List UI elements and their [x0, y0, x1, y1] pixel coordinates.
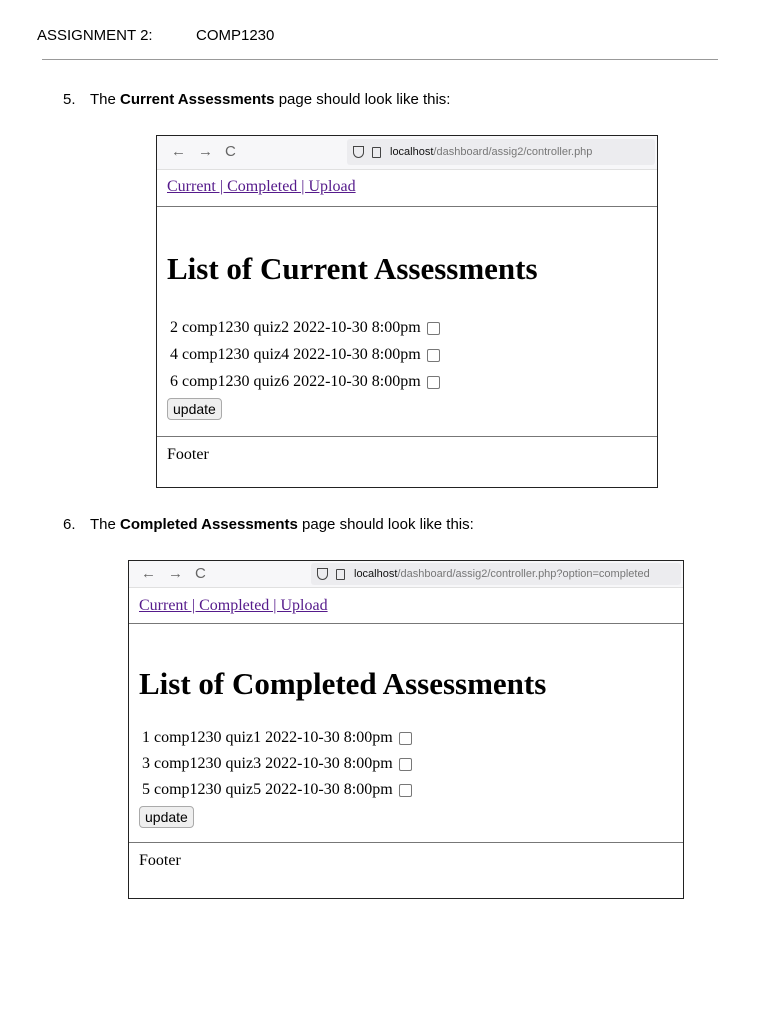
forward-icon[interactable]: →	[198, 143, 213, 160]
item-6-text	[63, 516, 474, 533]
item-bold: Current Assessments	[120, 91, 275, 108]
back-icon[interactable]: ←	[141, 565, 156, 582]
list-item	[157, 341, 657, 368]
browser-screenshot-current	[156, 135, 658, 488]
reload-icon[interactable]: C	[195, 565, 206, 582]
nav-links[interactable]: Current | Completed | Upload	[139, 597, 328, 614]
list-item-text: 1 comp1230 quiz1 2022-10-30 8:00pm	[142, 729, 393, 746]
footer: Footer	[139, 852, 181, 869]
item-5-text	[63, 91, 450, 108]
divider	[129, 623, 683, 624]
list-item-text: 3 comp1230 quiz3 2022-10-30 8:00pm	[142, 755, 393, 772]
nav-buttons	[171, 143, 248, 160]
item-prefix: The	[90, 516, 121, 533]
checkbox[interactable]	[399, 732, 412, 745]
checkbox[interactable]	[427, 322, 440, 335]
checkbox[interactable]	[427, 376, 440, 389]
page-heading: List of Current Assessments	[167, 251, 538, 286]
page-icon	[372, 147, 381, 158]
list-item-text: 2 comp1230 quiz2 2022-10-30 8:00pm	[170, 319, 421, 336]
page-icon	[336, 569, 345, 580]
list-item	[129, 751, 683, 777]
url-bar[interactable]	[347, 139, 655, 165]
nav-links[interactable]: Current | Completed | Upload	[167, 178, 356, 195]
list-item	[157, 368, 657, 395]
url-host: localhost	[390, 146, 434, 158]
item-prefix: The	[90, 91, 121, 108]
list-item	[129, 777, 683, 803]
browser-toolbar	[129, 561, 683, 588]
item-suffix: page should look like this:	[297, 516, 474, 533]
url-path: /dashboard/assig2/controller.php?option=completed	[397, 568, 650, 580]
update-button[interactable]: update	[139, 806, 194, 828]
back-icon[interactable]: ←	[171, 143, 186, 160]
checkbox[interactable]	[399, 758, 412, 771]
item-number: 6.	[63, 516, 76, 533]
item-bold: Completed Assessments	[120, 516, 298, 533]
item-suffix: page should look like this:	[274, 91, 451, 108]
shield-icon	[317, 568, 328, 580]
doc-header-assignment: ASSIGNMENT 2:	[37, 27, 153, 44]
url-host: localhost	[354, 568, 398, 580]
item-number: 5.	[63, 91, 76, 108]
reload-icon[interactable]: C	[225, 143, 236, 160]
list-item-text: 5 comp1230 quiz5 2022-10-30 8:00pm	[142, 781, 393, 798]
update-button[interactable]: update	[167, 398, 222, 420]
browser-screenshot-completed	[128, 560, 684, 899]
list-item-text: 6 comp1230 quiz6 2022-10-30 8:00pm	[170, 373, 421, 390]
url-bar[interactable]	[311, 563, 681, 585]
list-item	[129, 725, 683, 751]
checkbox[interactable]	[427, 349, 440, 362]
list-item	[157, 314, 657, 341]
shield-icon	[353, 146, 364, 158]
checkbox[interactable]	[399, 784, 412, 797]
footer: Footer	[167, 446, 209, 463]
nav-buttons	[141, 565, 218, 582]
doc-header-course: COMP1230	[196, 27, 275, 44]
forward-icon[interactable]: →	[168, 565, 183, 582]
browser-toolbar	[157, 136, 657, 170]
header-rule	[42, 59, 718, 60]
list-item-text: 4 comp1230 quiz4 2022-10-30 8:00pm	[170, 346, 421, 363]
divider	[157, 206, 657, 207]
url-path: /dashboard/assig2/controller.php	[433, 146, 593, 158]
page-heading: List of Completed Assessments	[139, 666, 547, 701]
